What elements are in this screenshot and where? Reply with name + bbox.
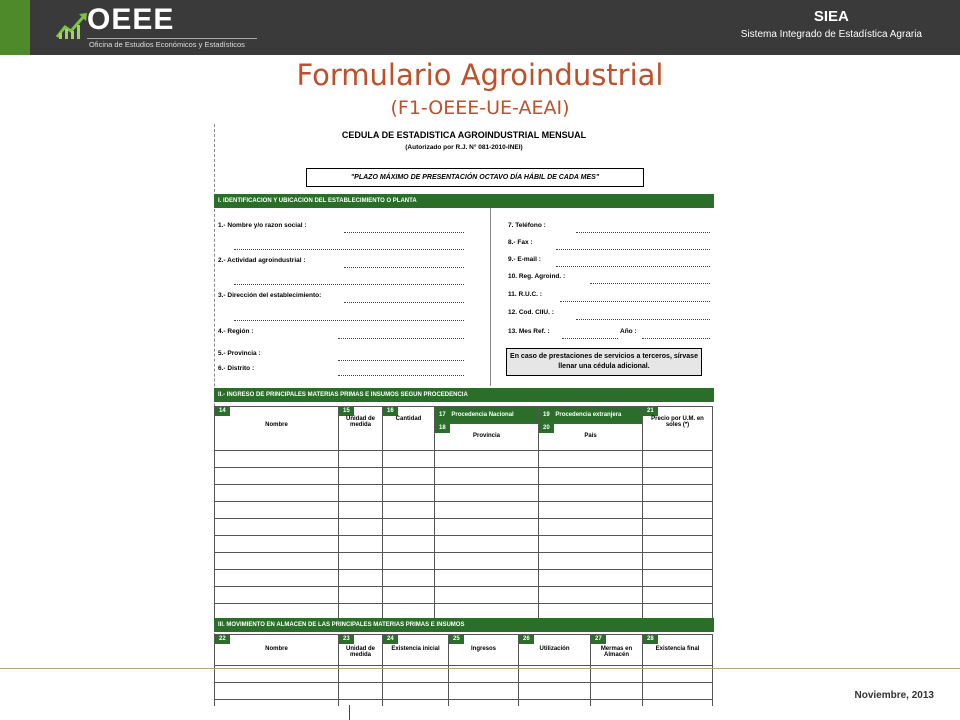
table-cell <box>591 700 643 707</box>
s3-col-label: Mermas en Almacén <box>600 646 633 658</box>
dotline <box>562 338 618 339</box>
section-1-divider <box>490 208 491 386</box>
dotline <box>556 249 710 250</box>
table-cell <box>643 570 713 587</box>
table-cell <box>215 587 339 604</box>
field-direccion: 3.- Dirección del establecimiento: <box>218 292 322 299</box>
table-cell <box>435 519 539 536</box>
col-14: 14 Nombre <box>215 407 339 451</box>
dotline <box>642 338 710 339</box>
table-cell <box>383 683 449 700</box>
dotline <box>344 302 464 303</box>
dotline <box>560 301 710 302</box>
logo-text: OEEE <box>87 3 175 36</box>
table-cell <box>539 587 643 604</box>
table-cell <box>339 553 383 570</box>
table-cell <box>383 468 435 485</box>
col-17: 17 Procedencia Nacional <box>435 407 539 424</box>
dotline <box>234 320 464 321</box>
field-ciiu: 12. Cod. CIIU. : <box>508 309 554 316</box>
table-cell <box>215 519 339 536</box>
dotline <box>234 249 464 250</box>
s3-col-22: 22 Nombre <box>215 635 339 666</box>
dotline <box>344 232 464 233</box>
table-cell <box>339 468 383 485</box>
dotline <box>576 319 710 320</box>
table-cell <box>215 536 339 553</box>
table-row <box>215 700 713 707</box>
table-cell <box>339 451 383 468</box>
table-cell <box>383 519 435 536</box>
table-row <box>215 485 713 502</box>
form-code: (F1-OEEE-UE-AEAI) <box>390 97 570 119</box>
col-16: 16 Cantidad <box>383 407 435 451</box>
table-cell <box>643 468 713 485</box>
table-cell <box>339 502 383 519</box>
s3-col-label: Existencia final <box>655 646 700 652</box>
field-provincia: 5.- Provincia : <box>218 350 261 357</box>
system-full-name: Sistema Integrado de Estadística Agraria <box>740 29 922 40</box>
table-cell <box>643 700 713 707</box>
form-title: CEDULA DE ESTADISTICA AGROINDUSTRIAL MENSUAL <box>341 130 587 140</box>
field-nombre: 1.- Nombre y/o razon social : <box>218 222 307 229</box>
table-cell <box>435 502 539 519</box>
table-cell <box>539 553 643 570</box>
dotline <box>344 267 464 268</box>
s3-col-27: 27 Mermas en Almacén <box>591 635 643 666</box>
footer-tick <box>349 705 350 720</box>
header-bar <box>0 0 960 55</box>
chart-icon <box>55 11 89 41</box>
dotline <box>338 360 464 361</box>
s3-col-25: 25 Ingresos <box>449 635 519 666</box>
s3-col-24: 24 Existencia inicial <box>383 635 449 666</box>
field-anio: Año : <box>620 328 637 335</box>
oeee-logo <box>55 5 260 51</box>
table-cell <box>643 587 713 604</box>
col-18: 18 Provincia <box>435 424 539 451</box>
footer-date: Noviembre, 2013 <box>854 690 934 701</box>
table-row <box>215 570 713 587</box>
system-name: SIEA <box>813 8 849 25</box>
field-email: 9.- E-mail : <box>508 256 541 263</box>
table-cell <box>643 502 713 519</box>
col-15: 15 Unidad de medida <box>339 407 383 451</box>
form-image <box>214 124 714 706</box>
s3-col-label: Nombre <box>265 646 288 652</box>
table-cell <box>435 570 539 587</box>
section-1-header: I. IDENTIFICACION Y UBICACION DEL ESTABLECIMIENTO O PLANTA <box>214 194 714 208</box>
col-provincia: Provincia <box>472 433 500 439</box>
s3-col-23: 23 Unidad de medida <box>339 635 383 666</box>
table-cell <box>215 700 339 707</box>
field-region: 4.- Región : <box>218 328 254 335</box>
table-row <box>215 536 713 553</box>
table-cell <box>435 536 539 553</box>
table-row <box>215 553 713 570</box>
form-authorization: (Autorizado por R.J. N° 081-2010-INEI) <box>405 144 523 151</box>
table-cell <box>643 683 713 700</box>
table-cell <box>449 683 519 700</box>
dotline <box>338 375 464 376</box>
table-cell <box>449 700 519 707</box>
dotline <box>338 338 464 339</box>
dotline <box>234 284 464 285</box>
table-row <box>215 451 713 468</box>
table-cell <box>435 587 539 604</box>
table-cell <box>643 485 713 502</box>
col-precio: Precio por U.M. en soles (*) <box>651 416 704 428</box>
s3-col-label: Utilización <box>539 646 570 652</box>
table-row <box>215 502 713 519</box>
s3-col-28: 28 Existencia final <box>643 635 713 666</box>
table-row <box>215 587 713 604</box>
table-cell <box>383 700 449 707</box>
field-ruc: 11. R.U.C. : <box>508 291 542 298</box>
table-cell <box>339 700 383 707</box>
table-cell <box>383 570 435 587</box>
table-cell <box>339 519 383 536</box>
table-cell <box>643 536 713 553</box>
table-cell <box>539 485 643 502</box>
table-cell <box>539 468 643 485</box>
table-cell <box>539 570 643 587</box>
deadline-box: "PLAZO MÁXIMO DE PRESENTACIÓN OCTAVO DÍA HÁBIL DE CADA MES" <box>306 168 644 187</box>
note-box: En caso de prestaciones de servicios a terceros, sírvase llenar una cédula adicional. <box>506 348 702 376</box>
table-cell <box>215 570 339 587</box>
table-cell <box>539 502 643 519</box>
table-cell <box>435 485 539 502</box>
field-distrito: 6.- Distrito : <box>218 365 255 372</box>
table-cell <box>643 553 713 570</box>
dotline <box>576 232 710 233</box>
table-cell <box>215 502 339 519</box>
table-row <box>215 519 713 536</box>
dotline <box>590 283 710 284</box>
footer-divider <box>0 668 960 669</box>
table-cell <box>215 485 339 502</box>
col-20: 20 País <box>539 424 643 451</box>
logo-subtitle: Oficina de Estudios Económicos y Estadísticos <box>89 40 245 49</box>
field-actividad: 2.- Actividad agroindustrial : <box>218 257 306 264</box>
header-accent <box>0 0 30 55</box>
table-cell <box>215 553 339 570</box>
table-cell <box>339 536 383 553</box>
col-unidad: Unidad de medida <box>345 416 375 428</box>
system-block <box>741 8 922 40</box>
table-cell <box>215 451 339 468</box>
table-cell <box>539 451 643 468</box>
table-cell <box>539 536 643 553</box>
col-cantidad: Cantidad <box>395 416 422 422</box>
table-cell <box>383 587 435 604</box>
s3-col-label: Ingresos <box>470 646 496 652</box>
table-cell <box>591 683 643 700</box>
table-cell <box>339 485 383 502</box>
s3-col-label: Existencia inicial <box>391 646 440 652</box>
table-cell <box>383 553 435 570</box>
field-reg-agroind: 10. Reg. Agroind. : <box>508 273 566 280</box>
table-cell <box>643 451 713 468</box>
table-row <box>215 683 713 700</box>
table-cell <box>339 570 383 587</box>
col-19: 19 Procedencia extranjera <box>539 407 643 424</box>
table-cell <box>339 683 383 700</box>
section-3-table <box>214 634 713 706</box>
section-2-table <box>214 406 713 621</box>
table-cell <box>383 451 435 468</box>
field-mes-ref: 13. Mes Ref. : <box>508 328 550 335</box>
table-cell <box>435 468 539 485</box>
section-3-header: III. MOVIMIENTO EN ALMACEN DE LAS PRINCIPALES MATERIAS PRIMAS E INSUMOS <box>214 618 714 632</box>
dotline <box>556 266 710 267</box>
table-cell <box>519 683 591 700</box>
table-cell <box>539 519 643 536</box>
s3-col-26: 26 Utilización <box>519 635 591 666</box>
table-cell <box>519 700 591 707</box>
col-pais: País <box>584 433 597 439</box>
field-telefono: 7. Teléfono : <box>508 222 546 229</box>
table-row <box>215 468 713 485</box>
col-21: 21 Precio por U.M. en soles (*) <box>643 407 713 451</box>
table-cell <box>643 519 713 536</box>
slide-title: Formulario Agroindustrial <box>296 58 664 92</box>
col-proc-nac: Procedencia Nacional <box>451 411 514 418</box>
table-cell <box>339 587 383 604</box>
table-cell <box>383 536 435 553</box>
table-cell <box>435 553 539 570</box>
table-cell <box>435 451 539 468</box>
col-nombre: Nombre <box>265 422 288 428</box>
section-2-header: II.- INGRESO DE PRINCIPALES MATERIAS PRIMAS E INSUMOS SEGUN PROCEDENCIA <box>214 388 714 402</box>
s3-col-label: Unidad de medida <box>345 646 375 658</box>
table-cell <box>383 502 435 519</box>
col-proc-ext: Procedencia extranjera <box>555 411 622 418</box>
table-cell <box>215 468 339 485</box>
table-cell <box>215 683 339 700</box>
logo-divider <box>87 38 257 39</box>
field-fax: 8.- Fax : <box>508 239 533 246</box>
table-cell <box>383 485 435 502</box>
